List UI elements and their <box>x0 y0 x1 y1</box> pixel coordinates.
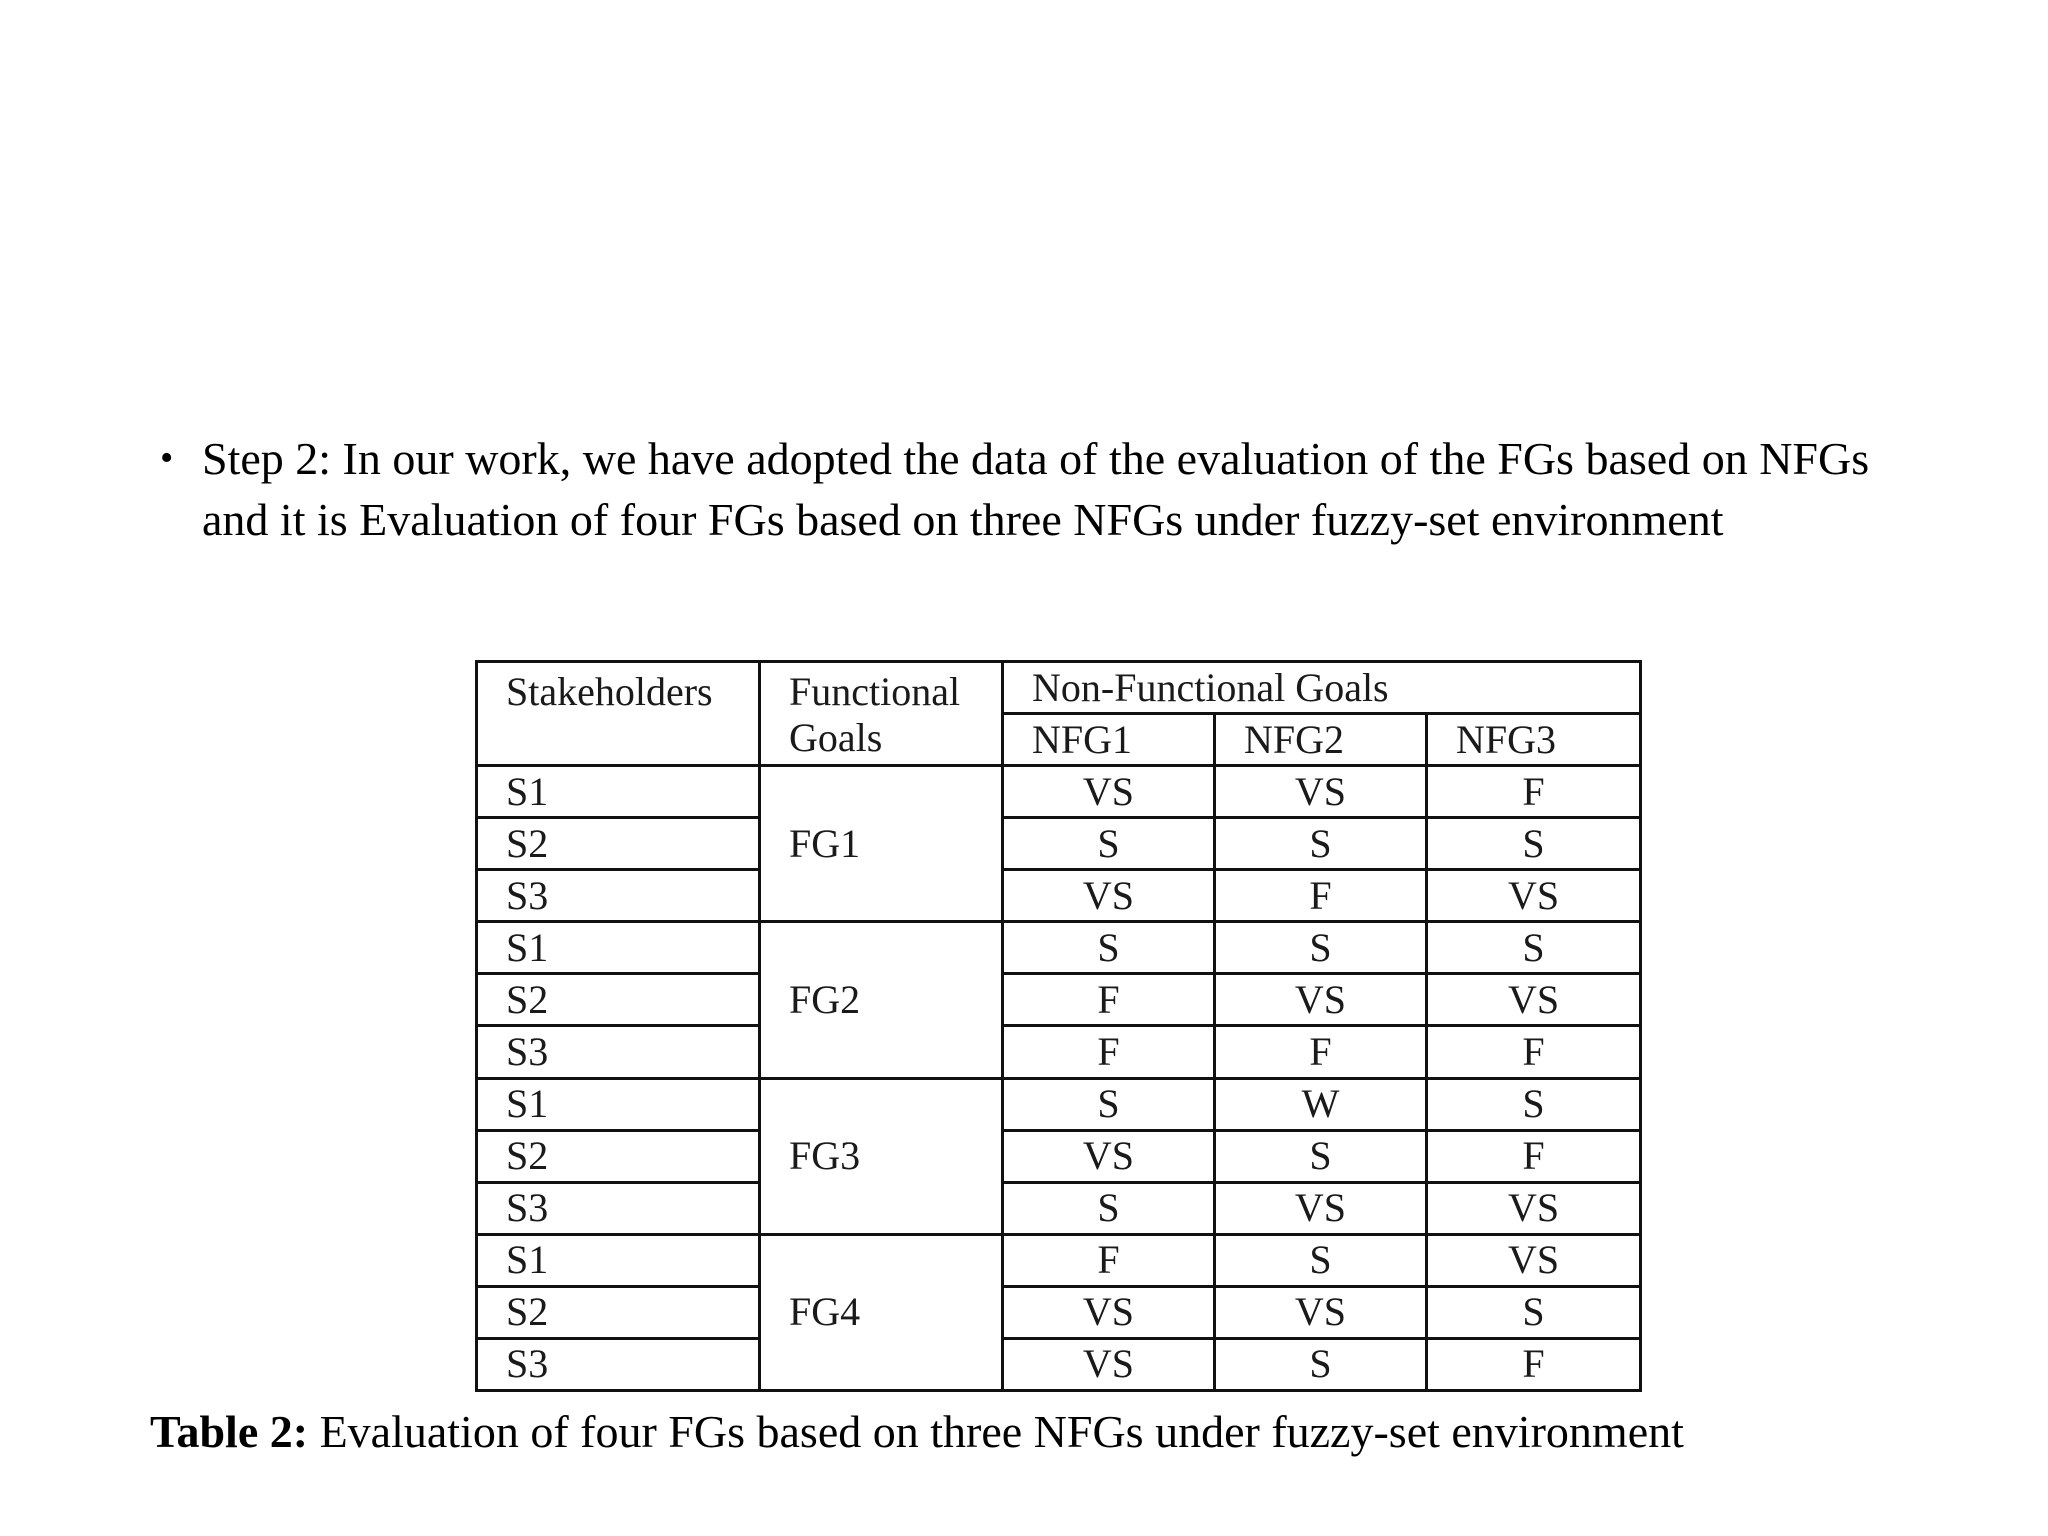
bullet-text: Step 2: In our work, we have adopted the data of the evaluation of the FGs based on NFGs and it is Evaluation of four FGs based on three NFGs under fuzzy-set environment <box>202 433 1870 545</box>
cell-stakeholder: S2 <box>477 1286 760 1338</box>
cell-nfg1: F <box>1003 1026 1215 1078</box>
cell-nfg3: S <box>1427 1286 1641 1338</box>
table-row <box>477 1234 1641 1286</box>
header-functional-goals <box>760 662 1003 766</box>
cell-stakeholder: S1 <box>477 1078 760 1130</box>
cell-nfg1: VS <box>1003 870 1215 922</box>
cell-nfg3: F <box>1427 1130 1641 1182</box>
table-row <box>477 1286 1641 1338</box>
cell-stakeholder: S3 <box>477 1338 760 1390</box>
cell-stakeholder: S2 <box>477 1130 760 1182</box>
cell-nfg3: S <box>1427 1078 1641 1130</box>
bullet-dot-icon: • <box>160 437 174 479</box>
cell-nfg2: VS <box>1215 974 1427 1026</box>
cell-nfg3: S <box>1427 818 1641 870</box>
cell-nfg2: F <box>1215 870 1427 922</box>
cell-nfg2: S <box>1215 1130 1427 1182</box>
cell-nfg3: F <box>1427 766 1641 818</box>
header-nfg1: NFG1 <box>1003 714 1215 766</box>
header-functional-goals-line1: Functional <box>789 669 961 714</box>
cell-nfg2: S <box>1215 922 1427 974</box>
cell-nfg1: S <box>1003 818 1215 870</box>
cell-nfg1: VS <box>1003 1130 1215 1182</box>
table-row <box>477 1130 1641 1182</box>
table-row <box>477 1026 1641 1078</box>
cell-nfg1: F <box>1003 1234 1215 1286</box>
header-nfg2: NFG2 <box>1215 714 1427 766</box>
cell-nfg2: VS <box>1215 1286 1427 1338</box>
table-row <box>477 1078 1641 1130</box>
cell-nfg2: VS <box>1215 1182 1427 1234</box>
caption-text: Evaluation of four FGs based on three NFGs under fuzzy-set environment <box>308 1406 1684 1457</box>
table-row <box>477 1182 1641 1234</box>
cell-nfg2: W <box>1215 1078 1427 1130</box>
cell-nfg1: VS <box>1003 766 1215 818</box>
evaluation-table-container <box>475 660 1639 1392</box>
table-body <box>477 662 1641 1391</box>
cell-nfg3: F <box>1427 1338 1641 1390</box>
caption-label: Table 2: <box>150 1406 309 1457</box>
header-non-functional-goals: Non-Functional Goals <box>1003 662 1641 714</box>
table-row <box>477 818 1641 870</box>
cell-stakeholder: S3 <box>477 1182 760 1234</box>
table-row <box>477 766 1641 818</box>
cell-functional-goal: FG4 <box>760 1234 1003 1390</box>
cell-stakeholder: S3 <box>477 870 760 922</box>
cell-nfg2: S <box>1215 818 1427 870</box>
header-nfg3: NFG3 <box>1427 714 1641 766</box>
table-row <box>477 974 1641 1026</box>
cell-functional-goal: FG1 <box>760 766 1003 922</box>
cell-nfg1: S <box>1003 1182 1215 1234</box>
cell-nfg3: VS <box>1427 974 1641 1026</box>
table-row <box>477 870 1641 922</box>
cell-nfg3: F <box>1427 1026 1641 1078</box>
cell-nfg2: S <box>1215 1338 1427 1390</box>
bullet-paragraph <box>160 428 1920 550</box>
header-row-1 <box>477 662 1641 714</box>
cell-stakeholder: S1 <box>477 1234 760 1286</box>
cell-stakeholder: S2 <box>477 974 760 1026</box>
cell-nfg3: S <box>1427 922 1641 974</box>
cell-nfg1: VS <box>1003 1286 1215 1338</box>
evaluation-table <box>475 660 1642 1392</box>
cell-nfg1: S <box>1003 1078 1215 1130</box>
cell-functional-goal: FG3 <box>760 1078 1003 1234</box>
cell-nfg3: VS <box>1427 1182 1641 1234</box>
cell-nfg2: VS <box>1215 766 1427 818</box>
header-stakeholders: Stakeholders <box>477 662 760 766</box>
cell-nfg2: F <box>1215 1026 1427 1078</box>
table-row <box>477 1338 1641 1390</box>
table-caption <box>150 1402 1990 1462</box>
header-functional-goals-line2: Goals <box>789 715 883 760</box>
cell-nfg1: S <box>1003 922 1215 974</box>
cell-nfg3: VS <box>1427 870 1641 922</box>
cell-nfg1: F <box>1003 974 1215 1026</box>
cell-nfg3: VS <box>1427 1234 1641 1286</box>
cell-stakeholder: S2 <box>477 818 760 870</box>
cell-nfg2: S <box>1215 1234 1427 1286</box>
cell-stakeholder: S1 <box>477 766 760 818</box>
cell-nfg1: VS <box>1003 1338 1215 1390</box>
table-row <box>477 922 1641 974</box>
cell-stakeholder: S3 <box>477 1026 760 1078</box>
cell-functional-goal: FG2 <box>760 922 1003 1078</box>
cell-stakeholder: S1 <box>477 922 760 974</box>
